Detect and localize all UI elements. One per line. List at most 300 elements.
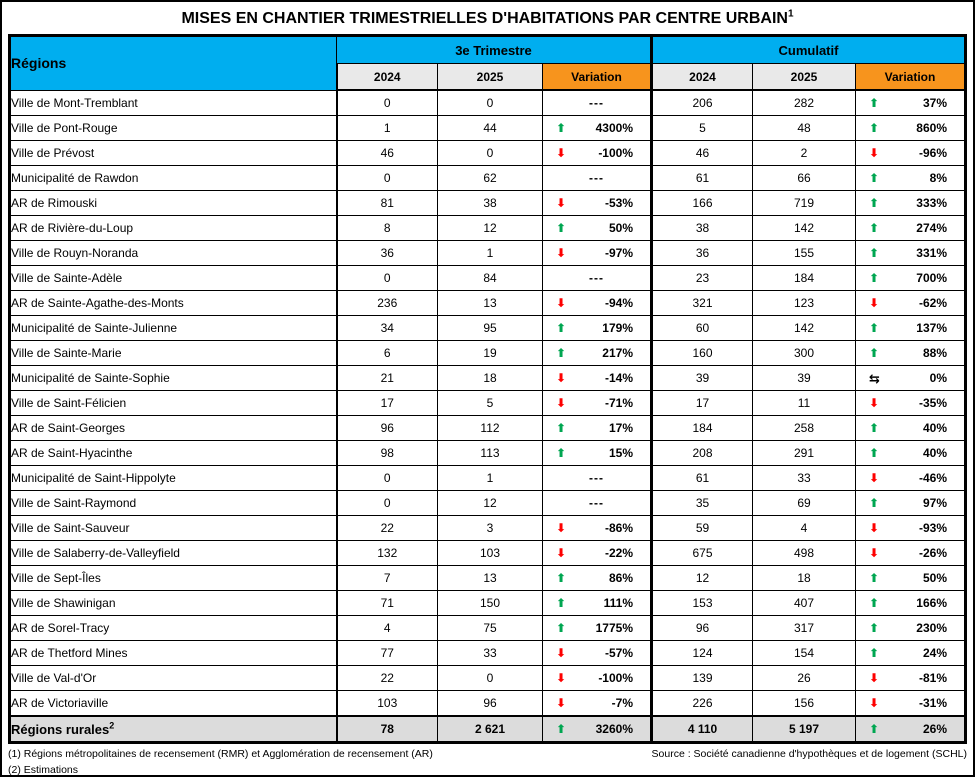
region-name: Ville de Saint-Félicien bbox=[11, 396, 127, 410]
region-cell bbox=[10, 516, 337, 541]
q3-2024-cell: 46 bbox=[337, 141, 438, 166]
q3-2024-cell: 22 bbox=[337, 516, 438, 541]
variation-value: -94% bbox=[604, 296, 633, 310]
q3-2025-cell: 33 bbox=[438, 641, 543, 666]
q3-2024-cell: 103 bbox=[337, 691, 438, 717]
cumulative-2024-cell: 46 bbox=[652, 141, 753, 166]
table-row bbox=[10, 416, 966, 441]
up-arrow-icon: ⬆ bbox=[556, 722, 567, 736]
cumulative-2024-cell: 35 bbox=[652, 491, 753, 516]
q3-variation-cell bbox=[543, 391, 652, 416]
up-arrow-icon: ⬆ bbox=[556, 621, 567, 635]
not-applicable-value: --- bbox=[589, 496, 604, 510]
q3-variation-cell bbox=[543, 291, 652, 316]
variation-value: 166% bbox=[916, 596, 947, 610]
table-row bbox=[10, 441, 966, 466]
q3-2025-cell: 1 bbox=[438, 466, 543, 491]
q3-variation-cell bbox=[543, 591, 652, 616]
variation-value: 50% bbox=[922, 571, 947, 585]
cumulative-variation-cell bbox=[856, 441, 966, 466]
region-name: AR de Rimouski bbox=[11, 196, 98, 210]
variation-value: 331% bbox=[916, 246, 947, 260]
down-arrow-icon: ⬇ bbox=[869, 296, 880, 310]
q3-variation-cell bbox=[543, 716, 652, 743]
variation-value: 230% bbox=[916, 621, 947, 635]
region-name: Ville de Prévost bbox=[11, 146, 95, 160]
cumulative-variation-cell bbox=[856, 491, 966, 516]
up-arrow-icon: ⬆ bbox=[556, 121, 567, 135]
q3-variation-cell bbox=[543, 541, 652, 566]
variation-value: -71% bbox=[604, 396, 633, 410]
table-row bbox=[10, 516, 966, 541]
down-arrow-icon: ⬇ bbox=[869, 396, 880, 410]
q3-2024-cell: 0 bbox=[337, 491, 438, 516]
q3-2024-cell: 4 bbox=[337, 616, 438, 641]
cumulative-2024-cell: 4 110 bbox=[652, 716, 753, 743]
up-arrow-icon: ⬆ bbox=[556, 221, 567, 235]
q3-variation-cell bbox=[543, 166, 652, 191]
cumulative-variation-cell bbox=[856, 241, 966, 266]
cumulative-2025-cell: 498 bbox=[753, 541, 856, 566]
variation-value: -14% bbox=[604, 371, 633, 385]
region-name: Ville de Pont-Rouge bbox=[11, 121, 118, 135]
down-arrow-icon: ⬇ bbox=[556, 146, 567, 160]
q3-variation-cell bbox=[543, 616, 652, 641]
q3-variation-cell bbox=[543, 691, 652, 717]
cumulative-2025-cell: 154 bbox=[753, 641, 856, 666]
table-row bbox=[10, 491, 966, 516]
q3-variation-cell bbox=[543, 191, 652, 216]
table-row bbox=[10, 641, 966, 666]
q3-2024-cell: 0 bbox=[337, 90, 438, 116]
quarter-2024-column-header: 2024 bbox=[337, 64, 438, 91]
q3-2024-cell: 21 bbox=[337, 366, 438, 391]
cumulative-variation-cell bbox=[856, 366, 966, 391]
variation-value: 97% bbox=[922, 496, 947, 510]
variation-value: 4300% bbox=[595, 121, 633, 135]
q3-2024-cell: 0 bbox=[337, 266, 438, 291]
cumulative-variation-cell bbox=[856, 266, 966, 291]
variation-value: -96% bbox=[918, 146, 947, 160]
cumulative-2024-cell: 321 bbox=[652, 291, 753, 316]
table-row bbox=[10, 116, 966, 141]
region-cell bbox=[10, 241, 337, 266]
variation-value: 88% bbox=[922, 346, 947, 360]
q3-2025-cell: 0 bbox=[438, 141, 543, 166]
variation-value: -53% bbox=[604, 196, 633, 210]
region-name: AR de Rivière-du-Loup bbox=[11, 221, 134, 235]
region-name: Ville de Saint-Raymond bbox=[11, 496, 137, 510]
q3-2025-cell: 12 bbox=[438, 491, 543, 516]
cumulative-variation-cell bbox=[856, 316, 966, 341]
table-row bbox=[10, 291, 966, 316]
q3-variation-cell bbox=[543, 216, 652, 241]
up-arrow-icon: ⬆ bbox=[869, 496, 880, 510]
up-arrow-icon: ⬆ bbox=[556, 421, 567, 435]
q3-variation-cell bbox=[543, 241, 652, 266]
variation-value: 8% bbox=[929, 171, 947, 185]
q3-2024-cell: 132 bbox=[337, 541, 438, 566]
up-arrow-icon: ⬆ bbox=[869, 321, 880, 335]
region-name: Ville de Val-d'Or bbox=[11, 671, 97, 685]
cumulative-variation-cell bbox=[856, 141, 966, 166]
q3-2025-cell: 18 bbox=[438, 366, 543, 391]
cumulative-2024-cell: 153 bbox=[652, 591, 753, 616]
variation-value: 0% bbox=[929, 371, 947, 385]
table-row bbox=[10, 341, 966, 366]
cumulative-variation-cell bbox=[856, 116, 966, 141]
region-footnote-marker: 2 bbox=[109, 720, 115, 731]
q3-2025-cell: 19 bbox=[438, 341, 543, 366]
no-change-icon: ⇆ bbox=[869, 370, 880, 386]
region-name: Ville de Sept-Îles bbox=[11, 571, 101, 585]
q3-2024-cell: 0 bbox=[337, 166, 438, 191]
variation-value: -93% bbox=[918, 521, 947, 535]
table-row bbox=[10, 541, 966, 566]
region-name: AR de Saint-Hyacinthe bbox=[11, 446, 133, 460]
region-name: Ville de Saint-Sauveur bbox=[11, 521, 130, 535]
region-cell bbox=[10, 291, 337, 316]
q3-variation-cell bbox=[543, 641, 652, 666]
footnotes bbox=[8, 748, 967, 776]
q3-2024-cell: 22 bbox=[337, 666, 438, 691]
table-row bbox=[10, 266, 966, 291]
region-cell bbox=[10, 716, 337, 743]
page-title bbox=[8, 3, 967, 34]
cumulative-2025-cell: 39 bbox=[753, 366, 856, 391]
region-cell bbox=[10, 166, 337, 191]
variation-value: 700% bbox=[916, 271, 947, 285]
cumulative-2024-cell: 208 bbox=[652, 441, 753, 466]
variation-value: 24% bbox=[922, 646, 947, 660]
region-name: Ville de Shawinigan bbox=[11, 596, 116, 610]
q3-2024-cell: 1 bbox=[337, 116, 438, 141]
cumulative-2024-cell: 139 bbox=[652, 666, 753, 691]
q3-2025-cell: 62 bbox=[438, 166, 543, 191]
up-arrow-icon: ⬆ bbox=[869, 171, 880, 185]
q3-2024-cell: 0 bbox=[337, 466, 438, 491]
cumulative-2025-cell: 66 bbox=[753, 166, 856, 191]
down-arrow-icon: ⬇ bbox=[556, 696, 567, 710]
variation-value: -97% bbox=[604, 246, 633, 260]
cumulative-2024-cell: 184 bbox=[652, 416, 753, 441]
variation-value: -46% bbox=[918, 471, 947, 485]
q3-2025-cell: 113 bbox=[438, 441, 543, 466]
cumulative-2025-cell: 48 bbox=[753, 116, 856, 141]
cumulative-variation-cell bbox=[856, 516, 966, 541]
cumulative-2025-cell: 407 bbox=[753, 591, 856, 616]
down-arrow-icon: ⬇ bbox=[556, 521, 567, 535]
q3-variation-cell bbox=[543, 116, 652, 141]
table-row bbox=[10, 566, 966, 591]
table-row bbox=[10, 90, 966, 116]
cumulative-2025-cell: 258 bbox=[753, 416, 856, 441]
variation-value: 179% bbox=[602, 321, 633, 335]
variation-value: -31% bbox=[918, 696, 947, 710]
q3-variation-cell bbox=[543, 266, 652, 291]
region-cell bbox=[10, 341, 337, 366]
variation-value: 50% bbox=[608, 221, 633, 235]
q3-2024-cell: 6 bbox=[337, 341, 438, 366]
cumulative-2025-cell: 184 bbox=[753, 266, 856, 291]
variation-value: 17% bbox=[608, 421, 633, 435]
region-cell bbox=[10, 116, 337, 141]
variation-value: -26% bbox=[918, 546, 947, 560]
variation-value: 26% bbox=[922, 722, 947, 736]
variation-value: 37% bbox=[922, 96, 947, 110]
q3-variation-cell bbox=[543, 341, 652, 366]
q3-2024-cell: 236 bbox=[337, 291, 438, 316]
q3-2025-cell: 95 bbox=[438, 316, 543, 341]
title-footnote-marker: 1 bbox=[787, 8, 794, 20]
region-cell bbox=[10, 316, 337, 341]
table-row bbox=[10, 591, 966, 616]
cumulative-variation-cell bbox=[856, 416, 966, 441]
cumulative-2025-cell: 18 bbox=[753, 566, 856, 591]
variation-value: 860% bbox=[916, 121, 947, 135]
down-arrow-icon: ⬇ bbox=[869, 521, 880, 535]
cumulative-variation-cell bbox=[856, 541, 966, 566]
cumulative-2024-cell: 59 bbox=[652, 516, 753, 541]
region-cell bbox=[10, 266, 337, 291]
variation-value: 1775% bbox=[595, 621, 633, 635]
down-arrow-icon: ⬇ bbox=[556, 296, 567, 310]
cumulative-2025-cell: 4 bbox=[753, 516, 856, 541]
cumulative-2024-cell: 675 bbox=[652, 541, 753, 566]
variation-value: -86% bbox=[604, 521, 633, 535]
region-cell bbox=[10, 90, 337, 116]
up-arrow-icon: ⬆ bbox=[869, 96, 880, 110]
variation-value: 15% bbox=[608, 446, 633, 460]
cumulative-variation-cell bbox=[856, 566, 966, 591]
q3-variation-cell bbox=[543, 666, 652, 691]
cumulative-2025-cell: 156 bbox=[753, 691, 856, 717]
housing-starts-table bbox=[8, 34, 967, 744]
cumulative-2025-cell: 317 bbox=[753, 616, 856, 641]
cumulative-2024-cell: 96 bbox=[652, 616, 753, 641]
table-row bbox=[10, 666, 966, 691]
q3-2024-cell: 98 bbox=[337, 441, 438, 466]
variation-value: 86% bbox=[608, 571, 633, 585]
up-arrow-icon: ⬆ bbox=[869, 722, 880, 736]
region-cell bbox=[10, 666, 337, 691]
cumulative-variation-cell bbox=[856, 191, 966, 216]
cumulative-2024-cell: 166 bbox=[652, 191, 753, 216]
region-cell bbox=[10, 441, 337, 466]
cumulative-2024-cell: 61 bbox=[652, 166, 753, 191]
cumulative-2024-cell: 17 bbox=[652, 391, 753, 416]
region-name: Municipalité de Rawdon bbox=[11, 171, 139, 185]
region-name: Ville de Rouyn-Noranda bbox=[11, 246, 139, 260]
cumulative-2024-cell: 5 bbox=[652, 116, 753, 141]
cumulative-2025-cell: 282 bbox=[753, 90, 856, 116]
region-cell bbox=[10, 466, 337, 491]
q3-2025-cell: 3 bbox=[438, 516, 543, 541]
table-row bbox=[10, 216, 966, 241]
cumulative-2025-column-header: 2025 bbox=[753, 64, 856, 91]
down-arrow-icon: ⬇ bbox=[556, 671, 567, 685]
cumulative-group-header: Cumulatif bbox=[652, 36, 966, 64]
cumulative-2025-cell: 291 bbox=[753, 441, 856, 466]
region-name: Municipalité de Sainte-Sophie bbox=[11, 371, 170, 385]
region-cell bbox=[10, 191, 337, 216]
region-cell bbox=[10, 216, 337, 241]
variation-value: -100% bbox=[598, 671, 633, 685]
q3-2024-cell: 96 bbox=[337, 416, 438, 441]
up-arrow-icon: ⬆ bbox=[869, 646, 880, 660]
variation-value: -22% bbox=[604, 546, 633, 560]
q3-2025-cell: 75 bbox=[438, 616, 543, 641]
up-arrow-icon: ⬆ bbox=[869, 571, 880, 585]
region-name: Régions rurales bbox=[11, 721, 110, 737]
q3-2025-cell: 12 bbox=[438, 216, 543, 241]
q3-2025-cell: 5 bbox=[438, 391, 543, 416]
cumulative-variation-cell bbox=[856, 391, 966, 416]
q3-variation-cell bbox=[543, 366, 652, 391]
q3-2025-cell: 84 bbox=[438, 266, 543, 291]
cumulative-variation-cell bbox=[856, 291, 966, 316]
region-name: AR de Sainte-Agathe-des-Monts bbox=[11, 296, 184, 310]
not-applicable-value: --- bbox=[589, 271, 604, 285]
q3-variation-cell bbox=[543, 316, 652, 341]
cumulative-2024-cell: 160 bbox=[652, 341, 753, 366]
q3-variation-cell bbox=[543, 516, 652, 541]
cumulative-2024-column-header: 2024 bbox=[652, 64, 753, 91]
q3-2025-cell: 112 bbox=[438, 416, 543, 441]
q3-2024-cell: 7 bbox=[337, 566, 438, 591]
variation-value: 40% bbox=[922, 446, 947, 460]
variation-value: -35% bbox=[918, 396, 947, 410]
q3-2024-cell: 17 bbox=[337, 391, 438, 416]
cumulative-variation-cell bbox=[856, 216, 966, 241]
region-name: AR de Victoriaville bbox=[11, 696, 109, 710]
quarter-2025-column-header: 2025 bbox=[438, 64, 543, 91]
down-arrow-icon: ⬇ bbox=[869, 671, 880, 685]
regions-column-header: Régions bbox=[10, 36, 337, 91]
table-row bbox=[10, 166, 966, 191]
down-arrow-icon: ⬇ bbox=[556, 646, 567, 660]
up-arrow-icon: ⬆ bbox=[869, 221, 880, 235]
table-row bbox=[10, 141, 966, 166]
cumulative-2024-cell: 39 bbox=[652, 366, 753, 391]
cumulative-2024-cell: 61 bbox=[652, 466, 753, 491]
region-cell bbox=[10, 691, 337, 717]
region-cell bbox=[10, 641, 337, 666]
down-arrow-icon: ⬇ bbox=[556, 196, 567, 210]
region-cell bbox=[10, 491, 337, 516]
q3-2025-cell: 96 bbox=[438, 691, 543, 717]
cumulative-2025-cell: 11 bbox=[753, 391, 856, 416]
q3-2025-cell: 1 bbox=[438, 241, 543, 266]
page-title-text: MISES EN CHANTIER TRIMESTRIELLES D'HABITATIONS PAR CENTRE URBAIN bbox=[181, 10, 788, 27]
not-applicable-value: --- bbox=[589, 471, 604, 485]
variation-value: 274% bbox=[916, 221, 947, 235]
region-cell bbox=[10, 141, 337, 166]
table-row bbox=[10, 616, 966, 641]
cumulative-2024-cell: 36 bbox=[652, 241, 753, 266]
cumulative-2024-cell: 12 bbox=[652, 566, 753, 591]
up-arrow-icon: ⬆ bbox=[556, 346, 567, 360]
up-arrow-icon: ⬆ bbox=[869, 421, 880, 435]
region-cell bbox=[10, 416, 337, 441]
variation-value: 137% bbox=[916, 321, 947, 335]
down-arrow-icon: ⬇ bbox=[869, 546, 880, 560]
up-arrow-icon: ⬆ bbox=[869, 346, 880, 360]
quarter-variation-column-header: Variation bbox=[543, 64, 652, 91]
cumulative-2024-cell: 23 bbox=[652, 266, 753, 291]
cumulative-variation-cell bbox=[856, 341, 966, 366]
q3-2025-cell: 38 bbox=[438, 191, 543, 216]
up-arrow-icon: ⬆ bbox=[869, 196, 880, 210]
cumulative-variation-cell bbox=[856, 616, 966, 641]
source-note: Source : Société canadienne d'hypothèques et de logement (SCHL) bbox=[651, 748, 967, 760]
q3-2024-cell: 8 bbox=[337, 216, 438, 241]
q3-2025-cell: 13 bbox=[438, 291, 543, 316]
region-name: Ville de Salaberry-de-Valleyfield bbox=[11, 546, 180, 560]
variation-value: -57% bbox=[604, 646, 633, 660]
q3-2025-cell: 0 bbox=[438, 90, 543, 116]
table-row bbox=[10, 241, 966, 266]
down-arrow-icon: ⬇ bbox=[869, 696, 880, 710]
cumulative-variation-cell bbox=[856, 691, 966, 717]
cumulative-variation-cell bbox=[856, 166, 966, 191]
up-arrow-icon: ⬆ bbox=[869, 621, 880, 635]
cumulative-2025-cell: 155 bbox=[753, 241, 856, 266]
table-row bbox=[10, 366, 966, 391]
up-arrow-icon: ⬆ bbox=[869, 246, 880, 260]
region-name: Ville de Sainte-Adèle bbox=[11, 271, 123, 285]
variation-value: -62% bbox=[918, 296, 947, 310]
variation-value: 111% bbox=[603, 596, 633, 610]
cumulative-variation-cell bbox=[856, 90, 966, 116]
down-arrow-icon: ⬇ bbox=[556, 546, 567, 560]
region-cell bbox=[10, 541, 337, 566]
up-arrow-icon: ⬆ bbox=[556, 321, 567, 335]
total-row bbox=[10, 716, 966, 743]
q3-variation-cell bbox=[543, 466, 652, 491]
down-arrow-icon: ⬇ bbox=[869, 471, 880, 485]
q3-variation-cell bbox=[543, 441, 652, 466]
cumulative-variation-column-header: Variation bbox=[856, 64, 966, 91]
table-row bbox=[10, 391, 966, 416]
q3-2025-cell: 13 bbox=[438, 566, 543, 591]
cumulative-variation-cell bbox=[856, 666, 966, 691]
not-applicable-value: --- bbox=[589, 171, 604, 185]
q3-2024-cell: 78 bbox=[337, 716, 438, 743]
variation-value: 3260% bbox=[595, 722, 633, 736]
cumulative-2024-cell: 226 bbox=[652, 691, 753, 717]
region-name: Municipalité de Saint-Hippolyte bbox=[11, 471, 176, 485]
variation-value: 217% bbox=[602, 346, 633, 360]
down-arrow-icon: ⬇ bbox=[556, 371, 567, 385]
cumulative-2025-cell: 26 bbox=[753, 666, 856, 691]
q3-variation-cell bbox=[543, 416, 652, 441]
cumulative-2025-cell: 33 bbox=[753, 466, 856, 491]
region-cell bbox=[10, 616, 337, 641]
cumulative-2025-cell: 142 bbox=[753, 216, 856, 241]
up-arrow-icon: ⬆ bbox=[556, 446, 567, 460]
region-name: Ville de Sainte-Marie bbox=[11, 346, 122, 360]
q3-2024-cell: 34 bbox=[337, 316, 438, 341]
q3-2024-cell: 81 bbox=[337, 191, 438, 216]
region-cell bbox=[10, 591, 337, 616]
not-applicable-value: --- bbox=[589, 96, 604, 110]
region-name: AR de Saint-Georges bbox=[11, 421, 126, 435]
quarter-group-header: 3e Trimestre bbox=[337, 36, 652, 64]
down-arrow-icon: ⬇ bbox=[869, 146, 880, 160]
up-arrow-icon: ⬆ bbox=[869, 596, 880, 610]
cumulative-variation-cell bbox=[856, 641, 966, 666]
